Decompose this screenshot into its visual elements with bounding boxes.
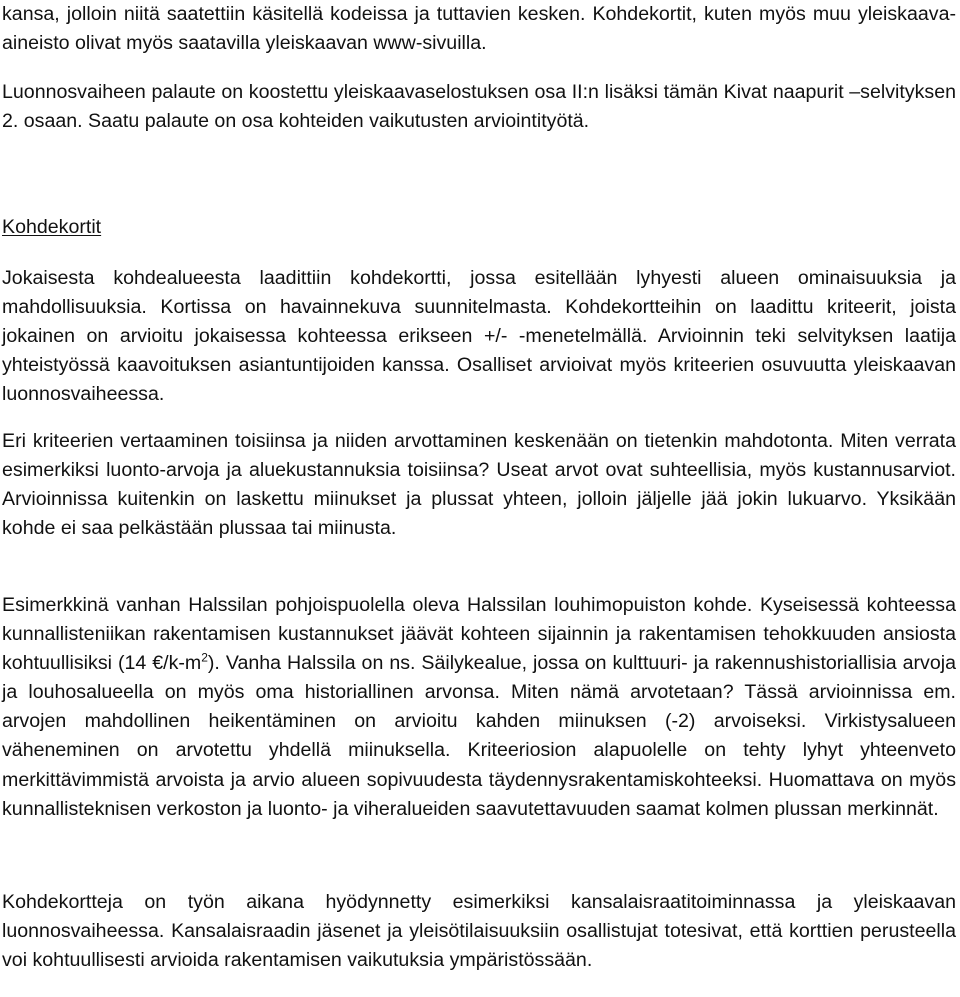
paragraph-criteria-comparison: Eri kriteerien vertaaminen toisiinsa ja niiden arvottaminen keskenään on tietenkin mahdotonta. Miten verrata esimerkiksi luonto-arvoja ja aluekustannuksia toisiinsa? Useat arvot ovat suhteellisia, myös kustannusarviot. Arvioinnissa kuitenkin on laskettu miinukset ja plussat yhteen, jolloin jäljelle jää jokin lukuarvo. Yksikään kohde ei saa pelkästään plussaa tai miinusta. bbox=[2, 430, 956, 540]
section-heading-kohdekortit: Kohdekortit bbox=[2, 216, 102, 238]
paragraph-halssila-text-end: ). Vanha Halssila on ns. Säilykealue, jossa on kulttuuri- ja rakennushistoriallisia arvoja ja louhosalueella on myös oma historiallinen arvonsa. Miten nämä arvotetaan? Tässä arvioinnissa em. arvojen mahdollinen heikentäminen on arvioitu kahden miinuksen (-2) arvoiseksi. Virkistysalueen väheneminen on arvotettu yhdellä miinuksella. Kriteeriosion alapuolelle on tehty lyhyt yhteenveto merkittävimmistä arvoista ja arvio alueen sopivuudesta täydennysrakentamiskohteeksi. Huomattava on myös kunnallisteknisen verkoston ja luonto- ja viheralueiden saavutettavuuden saamat kolmen plussan merkinnät. bbox=[2, 652, 956, 820]
paragraph-usage: Kohdekortteja on työn aikana hyödynnetty esimerkiksi kansalaisraatitoiminnassa ja yleiskaavan luonnosvaiheessa. Kansalaisraadin jäsenet ja yleisötilaisuuksiin osallistujat totesivat, että korttien perusteella voi kohtuullisesti arvioida rakentamisen vaikutuksia ympäristössään. bbox=[2, 891, 956, 972]
paragraph-kohdekortit-description: Jokaisesta kohdealueesta laadittiin kohdekortti, jossa esitellään lyhyesti alueen ominaisuuksia ja mahdollisuuksia. Kortissa on havainnekuva suunnitelmasta. Kohdekortteihin on laadittu kriteerit, joista jokainen on arvioitu jokaisessa kohteessa erikseen +/- -menetelmällä. Arvioinnin teki selvityksen laatija yhteistyössä kaavoituksen asiantuntijoiden kanssa. Osalliset arvioivat myös kriteerien osuvuutta yleiskaavan luonnosvaiheessa. bbox=[2, 267, 956, 406]
paragraph-feedback: Luonnosvaiheen palaute on koostettu yleiskaavaselostuksen osa II:n lisäksi tämän Kivat naapurit –selvityksen 2. osaan. Saatu palaute on osa kohteiden vaikutusten arviointityötä. bbox=[2, 81, 956, 133]
paragraph-halssila-example bbox=[2, 591, 956, 824]
paragraph-halssila-text-start: Esimerkkinä vanhan Halssilan pohjoispuolella oleva Halssilan louhimopuiston kohde. Kyseisessä kohteessa kunnallisteniikan rakentamisen kustannukset jäävät kohteen sijainnin ja rakentamisen tehokkuuden ansiosta kohtuullisiksi (14 €/k-m bbox=[2, 594, 956, 675]
superscript-squared: 2 bbox=[201, 650, 208, 665]
paragraph-intro-continuation: kansa, jolloin niitä saatettiin käsitellä kodeissa ja tuttavien kesken. Kohdekortit, kuten myös muu yleiskaava-aineisto olivat myös saatavilla yleiskaavan www-sivuilla. bbox=[2, 3, 956, 55]
